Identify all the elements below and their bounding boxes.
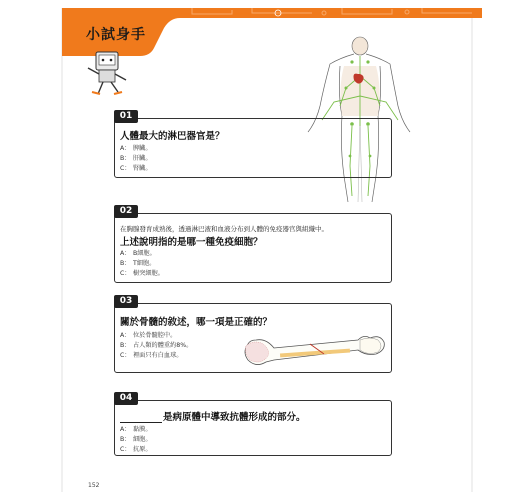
femur-bone-illustration [240, 330, 390, 372]
question-2-number: 02 [114, 205, 138, 218]
question-3-number: 03 [114, 295, 138, 308]
question-2-prompt: 上述說明指的是哪一種免疫細胞？ [120, 237, 263, 248]
question-4-option-b[interactable]: B： 細胞。 [120, 436, 152, 443]
question-4-option-a[interactable]: A： 黏膜。 [120, 426, 152, 433]
question-4-number: 04 [114, 392, 138, 405]
question-4-option-c[interactable]: C： 抗原。 [120, 446, 152, 453]
page-number: 152 [88, 482, 100, 489]
question-1-option-c[interactable]: C： 腎臟。 [120, 165, 152, 172]
question-3-option-a[interactable]: A： 位於骨髓腔中。 [120, 332, 177, 339]
question-4-prompt: 是病原體中導致抗體形成的部分。 [163, 412, 306, 423]
question-1-option-a[interactable]: A： 脾臟。 [120, 145, 152, 152]
question-4-prompt-row [120, 409, 306, 423]
question-3-option-b[interactable]: B： 占人類的體重約8%。 [120, 342, 193, 349]
question-2-option-b[interactable]: B： T細胞。 [120, 260, 156, 267]
question-4-blank[interactable] [120, 414, 162, 423]
question-1-box [114, 118, 392, 178]
question-3-option-c[interactable]: C： 裡面只有白血球。 [120, 352, 183, 359]
question-2-intro: 在胸腺發育成熟後，透過淋巴液和血液分布到人體的免疫器官與組織中。 [120, 225, 328, 233]
question-1-option-b[interactable]: B： 肝臟。 [120, 155, 152, 162]
robot-mascot-icon [68, 48, 138, 100]
question-1-number: 01 [114, 110, 138, 123]
page-title: 小試身手 [86, 27, 146, 43]
question-1-prompt: 人體最大的淋巴器官是？ [120, 131, 225, 142]
question-2-option-a[interactable]: A： B細胞。 [120, 250, 156, 257]
question-2-option-c[interactable]: C： 樹突細胞。 [120, 270, 164, 277]
question-3-prompt: 關於骨髓的敘述，哪一項是正確的？ [120, 317, 273, 328]
